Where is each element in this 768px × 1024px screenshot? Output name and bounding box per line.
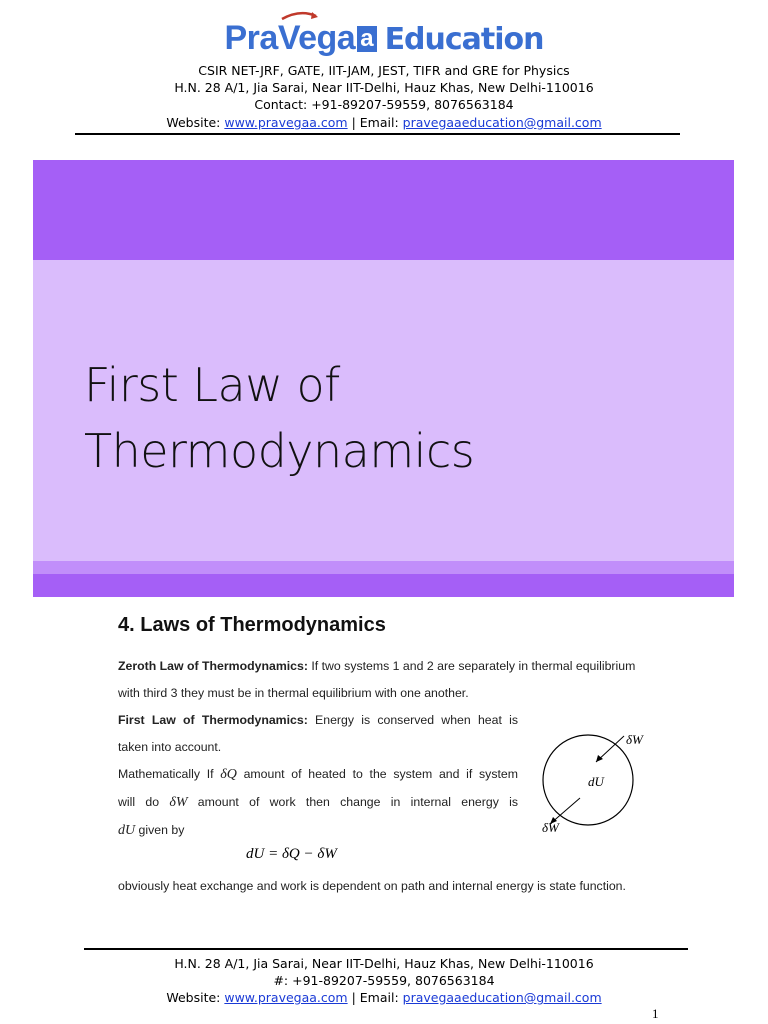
math-text-2b: amount of work then change in internal energy is (187, 795, 519, 809)
conclusion-text: obviously heat exchange and work is dependent on path and internal energy is state function. (118, 879, 626, 893)
cover-band-top (33, 160, 734, 260)
footer-email-label: | Email: (347, 990, 403, 1005)
website-label: Website: (166, 115, 225, 130)
logo-arrow-icon (280, 11, 320, 21)
header-address: H.N. 28 A/1, Jia Sarai, Near IIT-Delhi, Hauz Khas, New Delhi-110016 (174, 80, 594, 95)
footer-website-label: Website: (166, 990, 225, 1005)
math-text-1a: Mathematically If (118, 767, 221, 781)
math-text-3b: given by (135, 823, 185, 837)
math-dw: δW (169, 795, 188, 810)
cover-title (84, 352, 724, 484)
cover-band-stripe (33, 561, 734, 574)
diagram-dw-bottom: δW (542, 820, 559, 835)
header-divider (75, 133, 680, 135)
logo-education: Education (384, 22, 544, 57)
title-line-2: Thermodynamics (84, 424, 475, 478)
email-link[interactable]: pravegaaeducation@gmail.com (402, 115, 602, 130)
footer-email-link[interactable]: pravegaaeducation@gmail.com (402, 990, 602, 1005)
cover-band-bottom (33, 574, 734, 597)
system-diagram (530, 724, 660, 844)
footer-divider (84, 948, 688, 950)
logo-box: a (357, 26, 376, 52)
footer-contact: #: +91-89207-59559, 8076563184 (273, 973, 495, 988)
pravegaa-logo (0, 18, 768, 65)
zeroth-law-para (118, 657, 658, 702)
first-law-para (118, 711, 518, 840)
header-contact: Contact: +91-89207-59559, 8076563184 (254, 97, 514, 112)
math-text-1b: amount of heated to the system and if system (236, 767, 518, 781)
footer-website-link[interactable]: www.pravegaa.com (224, 990, 348, 1005)
first-law-text-1: Energy is conserved when heat is (307, 713, 518, 727)
footer-web-email (0, 989, 768, 1006)
math-dq: δQ (220, 767, 237, 782)
first-law-label: First Law of Thermodynamics: (118, 713, 308, 727)
zeroth-law-text-2: with third 3 they must be in thermal equilibrium with one another. (118, 686, 469, 700)
math-text-2a: will do (118, 795, 170, 809)
header-web-email (0, 114, 768, 131)
header-courses: CSIR NET-JRF, GATE, IIT-JAM, JEST, TIFR and GRE for Physics (198, 63, 570, 78)
diagram-du: dU (588, 774, 604, 789)
first-law-equation: dU = δQ − δW (246, 846, 337, 862)
zeroth-law-label: Zeroth Law of Thermodynamics: (118, 659, 308, 673)
title-line-1: First Law of (84, 358, 340, 412)
website-link[interactable]: www.pravegaa.com (224, 115, 348, 130)
math-du: dU (118, 823, 136, 838)
logo-vega-label: Vega (277, 19, 356, 57)
logo-text-pra: Pra (224, 19, 278, 57)
zeroth-law-text-1: If two systems 1 and 2 are separately in thermal equilibrium (307, 659, 636, 673)
page-number: 1 (652, 1006, 659, 1021)
logo-text-vega (278, 19, 355, 57)
email-label: | Email: (347, 115, 403, 130)
footer-address: H.N. 28 A/1, Jia Sarai, Near IIT-Delhi, Hauz Khas, New Delhi-110016 (174, 956, 594, 971)
first-law-text-2: taken into account. (118, 740, 222, 754)
section-heading: 4. Laws of Thermodynamics (118, 614, 386, 636)
diagram-dw-top: δW (626, 732, 643, 747)
